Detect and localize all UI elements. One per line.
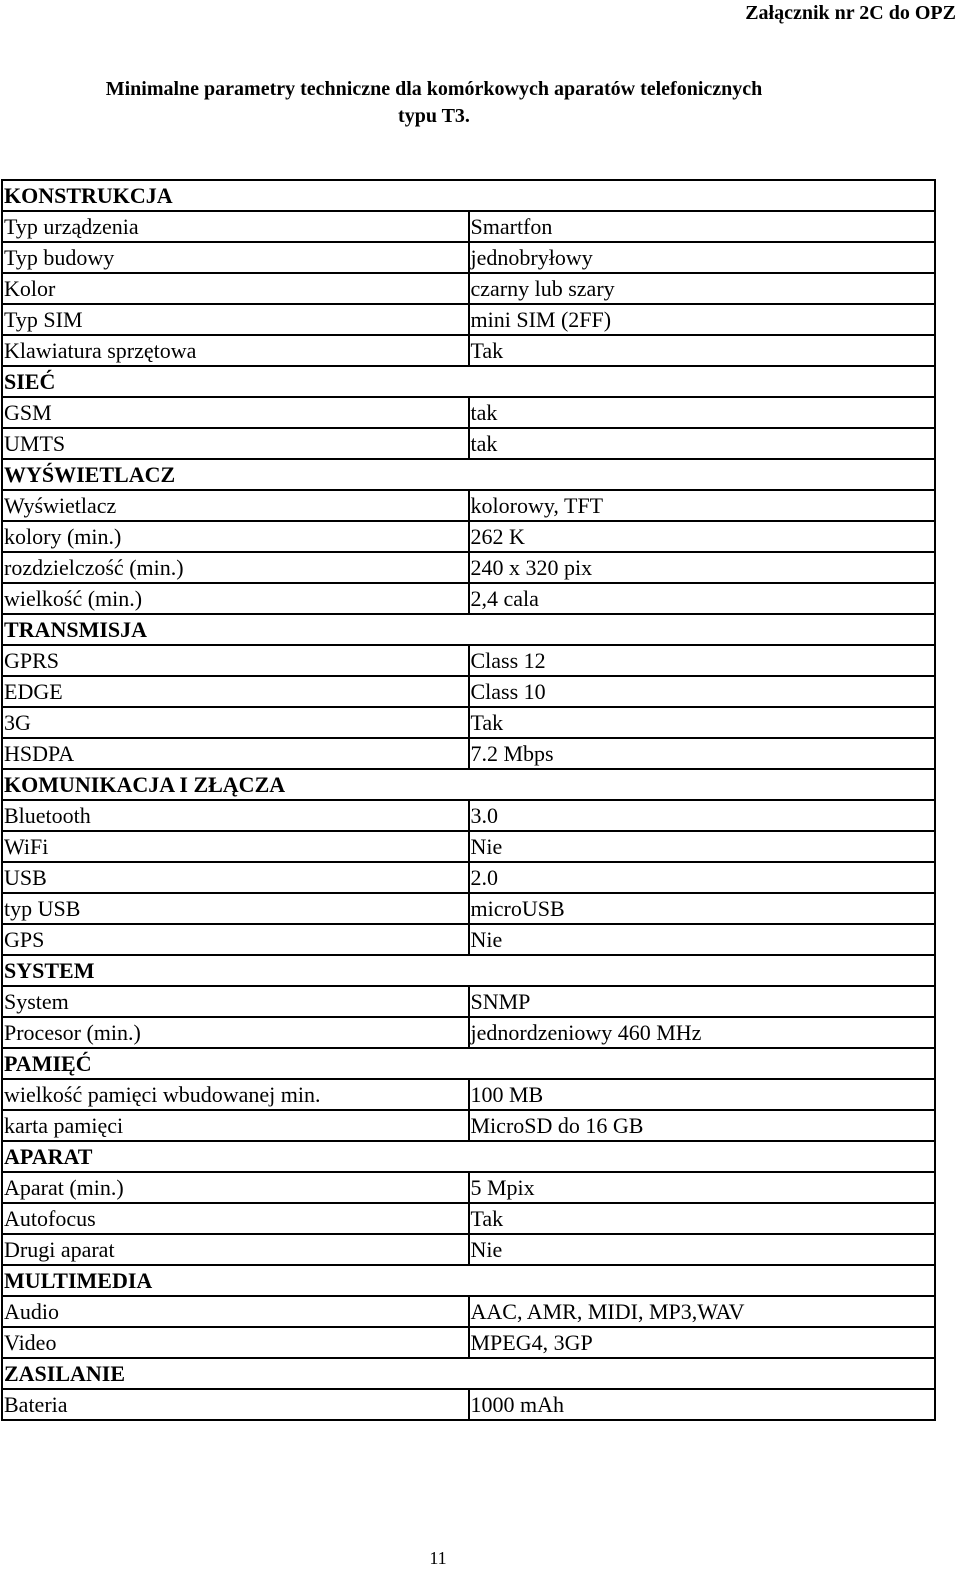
- spec-label: Kolor: [2, 273, 469, 304]
- section-row: [2, 180, 935, 211]
- spec-row: [2, 583, 935, 614]
- spec-label: Drugi aparat: [2, 1234, 469, 1265]
- spec-row: [2, 707, 935, 738]
- spec-label: Klawiatura sprzętowa: [2, 335, 469, 366]
- spec-row: [2, 645, 935, 676]
- spec-row: [2, 986, 935, 1017]
- spec-label: Aparat (min.): [2, 1172, 469, 1203]
- spec-label: System: [2, 986, 469, 1017]
- spec-row: [2, 521, 935, 552]
- spec-table-body: [2, 180, 935, 1420]
- section-heading: APARAT: [2, 1141, 935, 1172]
- spec-label: WiFi: [2, 831, 469, 862]
- spec-value: Nie: [469, 924, 936, 955]
- spec-value: Tak: [469, 335, 936, 366]
- spec-row: [2, 428, 935, 459]
- section-heading: MULTIMEDIA: [2, 1265, 935, 1296]
- spec-value: jednordzeniowy 460 MHz: [469, 1017, 936, 1048]
- spec-row: [2, 242, 935, 273]
- spec-value: 2,4 cala: [469, 583, 936, 614]
- spec-value: SNMP: [469, 986, 936, 1017]
- spec-row: [2, 1389, 935, 1420]
- spec-value: 2.0: [469, 862, 936, 893]
- spec-label: GPRS: [2, 645, 469, 676]
- spec-value: 7.2 Mbps: [469, 738, 936, 769]
- spec-value: jednobryłowy: [469, 242, 936, 273]
- spec-row: [2, 800, 935, 831]
- spec-label: kolory (min.): [2, 521, 469, 552]
- spec-value: Smartfon: [469, 211, 936, 242]
- section-heading: KONSTRUKCJA: [2, 180, 935, 211]
- spec-row: [2, 490, 935, 521]
- section-heading: ZASILANIE: [2, 1358, 935, 1389]
- spec-label: 3G: [2, 707, 469, 738]
- spec-label: GSM: [2, 397, 469, 428]
- spec-value: czarny lub szary: [469, 273, 936, 304]
- spec-label: Procesor (min.): [2, 1017, 469, 1048]
- spec-value: 262 K: [469, 521, 936, 552]
- spec-row: [2, 893, 935, 924]
- spec-value: 240 x 320 pix: [469, 552, 936, 583]
- spec-row: [2, 1234, 935, 1265]
- annex-label: Załącznik nr 2C do OPZ: [745, 2, 956, 24]
- page-number: 11: [429, 1548, 447, 1568]
- spec-value: mini SIM (2FF): [469, 304, 936, 335]
- spec-row: [2, 676, 935, 707]
- spec-row: [2, 397, 935, 428]
- section-row: [2, 955, 935, 986]
- spec-row: [2, 335, 935, 366]
- spec-row: [2, 1172, 935, 1203]
- spec-row: [2, 1327, 935, 1358]
- title-line-1: Minimalne parametry techniczne dla komórkowych aparatów telefonicznych: [105, 78, 763, 100]
- spec-label: Typ budowy: [2, 242, 469, 273]
- spec-value: Nie: [469, 831, 936, 862]
- section-row: [2, 1265, 935, 1296]
- spec-row: [2, 211, 935, 242]
- spec-label: UMTS: [2, 428, 469, 459]
- spec-label: Bluetooth: [2, 800, 469, 831]
- title-line-2: typu T3.: [398, 105, 470, 127]
- document-title: [0, 76, 868, 130]
- spec-value: 3.0: [469, 800, 936, 831]
- spec-row: [2, 1296, 935, 1327]
- spec-label: Video: [2, 1327, 469, 1358]
- section-row: [2, 769, 935, 800]
- spec-value: 100 MB: [469, 1079, 936, 1110]
- spec-value: 1000 mAh: [469, 1389, 936, 1420]
- spec-label: typ USB: [2, 893, 469, 924]
- section-row: [2, 1358, 935, 1389]
- spec-row: [2, 1017, 935, 1048]
- spec-row: [2, 831, 935, 862]
- spec-row: [2, 552, 935, 583]
- section-heading: WYŚWIETLACZ: [2, 459, 935, 490]
- section-row: [2, 459, 935, 490]
- spec-value: Class 10: [469, 676, 936, 707]
- section-row: [2, 366, 935, 397]
- spec-label: USB: [2, 862, 469, 893]
- section-heading: KOMUNIKACJA I ZŁĄCZA: [2, 769, 935, 800]
- spec-label: Typ urządzenia: [2, 211, 469, 242]
- spec-row: [2, 1079, 935, 1110]
- section-row: [2, 1048, 935, 1079]
- spec-value: Tak: [469, 707, 936, 738]
- section-row: [2, 614, 935, 645]
- spec-label: Wyświetlacz: [2, 490, 469, 521]
- spec-row: [2, 738, 935, 769]
- spec-value: MicroSD do 16 GB: [469, 1110, 936, 1141]
- spec-label: Typ SIM: [2, 304, 469, 335]
- spec-row: [2, 1110, 935, 1141]
- spec-value: MPEG4, 3GP: [469, 1327, 936, 1358]
- spec-value: tak: [469, 428, 936, 459]
- spec-row: [2, 924, 935, 955]
- spec-label: karta pamięci: [2, 1110, 469, 1141]
- section-heading: SYSTEM: [2, 955, 935, 986]
- spec-label: EDGE: [2, 676, 469, 707]
- spec-value: Class 12: [469, 645, 936, 676]
- spec-label: HSDPA: [2, 738, 469, 769]
- spec-value: kolorowy, TFT: [469, 490, 936, 521]
- spec-value: Nie: [469, 1234, 936, 1265]
- spec-row: [2, 862, 935, 893]
- section-row: [2, 1141, 935, 1172]
- spec-label: Autofocus: [2, 1203, 469, 1234]
- spec-row: [2, 1203, 935, 1234]
- section-heading: SIEĆ: [2, 366, 935, 397]
- spec-table: [1, 179, 936, 1421]
- spec-row: [2, 304, 935, 335]
- spec-value: microUSB: [469, 893, 936, 924]
- spec-label: wielkość (min.): [2, 583, 469, 614]
- section-heading: TRANSMISJA: [2, 614, 935, 645]
- spec-label: Bateria: [2, 1389, 469, 1420]
- section-heading: PAMIĘĆ: [2, 1048, 935, 1079]
- spec-label: GPS: [2, 924, 469, 955]
- spec-label: wielkość pamięci wbudowanej min.: [2, 1079, 469, 1110]
- spec-value: Tak: [469, 1203, 936, 1234]
- spec-label: rozdzielczość (min.): [2, 552, 469, 583]
- spec-label: Audio: [2, 1296, 469, 1327]
- spec-row: [2, 273, 935, 304]
- spec-value: tak: [469, 397, 936, 428]
- spec-value: AAC, AMR, MIDI, MP3,WAV: [469, 1296, 936, 1327]
- spec-value: 5 Mpix: [469, 1172, 936, 1203]
